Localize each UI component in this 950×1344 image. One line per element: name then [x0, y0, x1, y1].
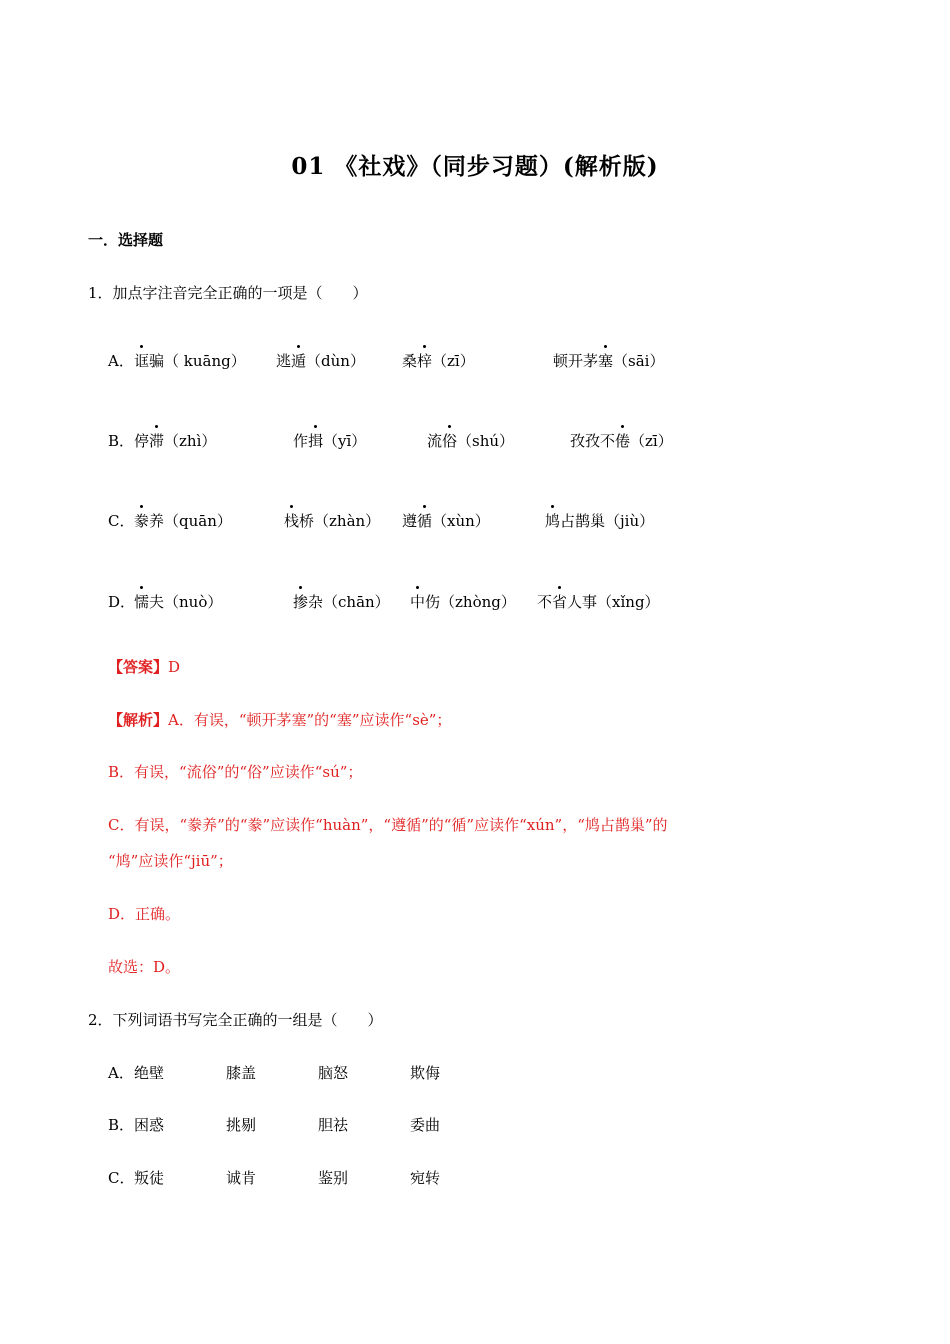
section-heading: 一．选择题	[88, 231, 164, 249]
option-letter: C．	[108, 512, 135, 530]
option-item-pinyin: 骗（ kuāng）	[149, 352, 246, 370]
answer-label: 【答案】	[108, 658, 169, 676]
option-letter: C．	[108, 1169, 135, 1187]
answer-line	[108, 657, 180, 677]
option-word: 欺侮	[410, 1064, 441, 1082]
dotted-character: 滞	[149, 432, 165, 450]
option-item-text: 不	[537, 593, 553, 611]
option-item-text: 逃	[276, 352, 292, 370]
option-item-pinyin: （xùn）	[432, 512, 490, 530]
option-item-pinyin: （zī）	[432, 352, 475, 370]
option-item-text: 流	[427, 432, 443, 450]
option-item	[410, 592, 516, 612]
option-item	[134, 431, 216, 451]
dotted-character: 梓	[417, 352, 433, 370]
option-item	[570, 431, 673, 451]
option-word: 挑剔	[226, 1116, 257, 1134]
dotted-character: 鸠	[545, 512, 561, 530]
dotted-character: 循	[417, 512, 433, 530]
option-word: 膝盖	[226, 1064, 257, 1082]
option-item	[402, 511, 490, 531]
analysis-line-d: D．正确。	[108, 905, 181, 923]
option-word: 胆祛	[318, 1116, 349, 1134]
option-word: 困惑	[134, 1116, 165, 1134]
question-2-stem: 2．下列词语书写完全正确的一组是（ ）	[88, 1011, 383, 1029]
option-item	[134, 351, 246, 371]
option-item	[134, 592, 222, 612]
option-item	[276, 351, 365, 371]
analysis-conclusion: 故选：D。	[108, 958, 181, 976]
option-letter: B．	[108, 1116, 135, 1134]
option-item-text: 遵	[402, 512, 418, 530]
option-word: 委曲	[410, 1116, 441, 1134]
dotted-character: 俗	[442, 432, 458, 450]
dotted-character: 中	[410, 593, 426, 611]
dotted-character: 省	[552, 593, 568, 611]
option-word: 鉴别	[318, 1169, 349, 1187]
option-item	[293, 431, 366, 451]
option-item-pinyin: （yī）	[323, 432, 367, 450]
option-item-text: 作	[293, 432, 309, 450]
option-word: 叛徒	[134, 1169, 165, 1187]
analysis-line-c: C．有误，“豢养”的“豢”应读作“huàn”，“遵循”的“循”应读作“xún”，“鸠占鹊巢”的	[108, 816, 668, 834]
option-item-pinyin: 桥（zhàn）	[299, 512, 381, 530]
option-item	[553, 351, 664, 371]
option-item-pinyin: （zhì）	[164, 432, 217, 450]
option-item-pinyin: 杂（chān）	[308, 593, 390, 611]
dotted-character: 懦	[134, 593, 150, 611]
analysis-line-c-cont: “鸠”应读作“jiū”；	[108, 852, 233, 870]
option-item-pinyin: （sāi）	[613, 352, 665, 370]
option-item-text: 顿开茅	[553, 352, 599, 370]
option-word: 宛转	[410, 1169, 441, 1187]
analysis-label: 【解析】	[108, 711, 169, 729]
option-item-pinyin: （zī）	[630, 432, 673, 450]
option-item-text: 孜孜不	[570, 432, 616, 450]
dotted-character: 揖	[308, 432, 324, 450]
dotted-character: 诓	[134, 352, 150, 370]
option-item-text: 停	[134, 432, 150, 450]
option-item	[293, 592, 390, 612]
option-item-pinyin: 占鹊巢（jiù）	[560, 512, 655, 530]
option-item	[545, 511, 654, 531]
option-word: 诚肯	[226, 1169, 257, 1187]
option-item	[537, 592, 660, 612]
option-item-pinyin: （dùn）	[306, 352, 365, 370]
dotted-character: 豢	[134, 512, 150, 530]
option-item-text: 桑	[402, 352, 418, 370]
option-item	[402, 351, 475, 371]
option-letter: A．	[108, 352, 134, 370]
option-item-pinyin: 夫（nuò）	[149, 593, 223, 611]
option-letter: D．	[108, 593, 136, 611]
question-1-stem: 1．加点字注音完全正确的一项是（ ）	[88, 284, 368, 302]
analysis-line-a	[108, 710, 451, 730]
option-item-pinyin: 养（quān）	[149, 512, 232, 530]
dotted-character: 倦	[615, 432, 631, 450]
option-item	[134, 511, 232, 531]
option-word: 脑怒	[318, 1064, 349, 1082]
analysis-line-b: B．有误，“流俗”的“俗”应读作“sú”；	[108, 763, 363, 781]
option-letter: B．	[108, 432, 135, 450]
option-item-pinyin: 伤（zhòng）	[425, 593, 516, 611]
option-item	[427, 431, 514, 451]
page-title: 01 《社戏》（同步习题）(解析版)	[291, 153, 659, 180]
analysis-text-a: A．有误，“顿开茅塞”的“塞”应读作“sè”；	[168, 711, 452, 729]
option-item-pinyin: 人事（xǐng）	[567, 593, 660, 611]
answer-value: D	[168, 658, 181, 676]
dotted-character: 遁	[291, 352, 307, 370]
dotted-character: 掺	[293, 593, 309, 611]
option-item-pinyin: （shú）	[457, 432, 515, 450]
dotted-character: 栈	[284, 512, 300, 530]
option-item	[284, 511, 380, 531]
option-word: 绝壁	[134, 1064, 165, 1082]
dotted-character: 塞	[598, 352, 614, 370]
option-letter: A．	[108, 1064, 134, 1082]
